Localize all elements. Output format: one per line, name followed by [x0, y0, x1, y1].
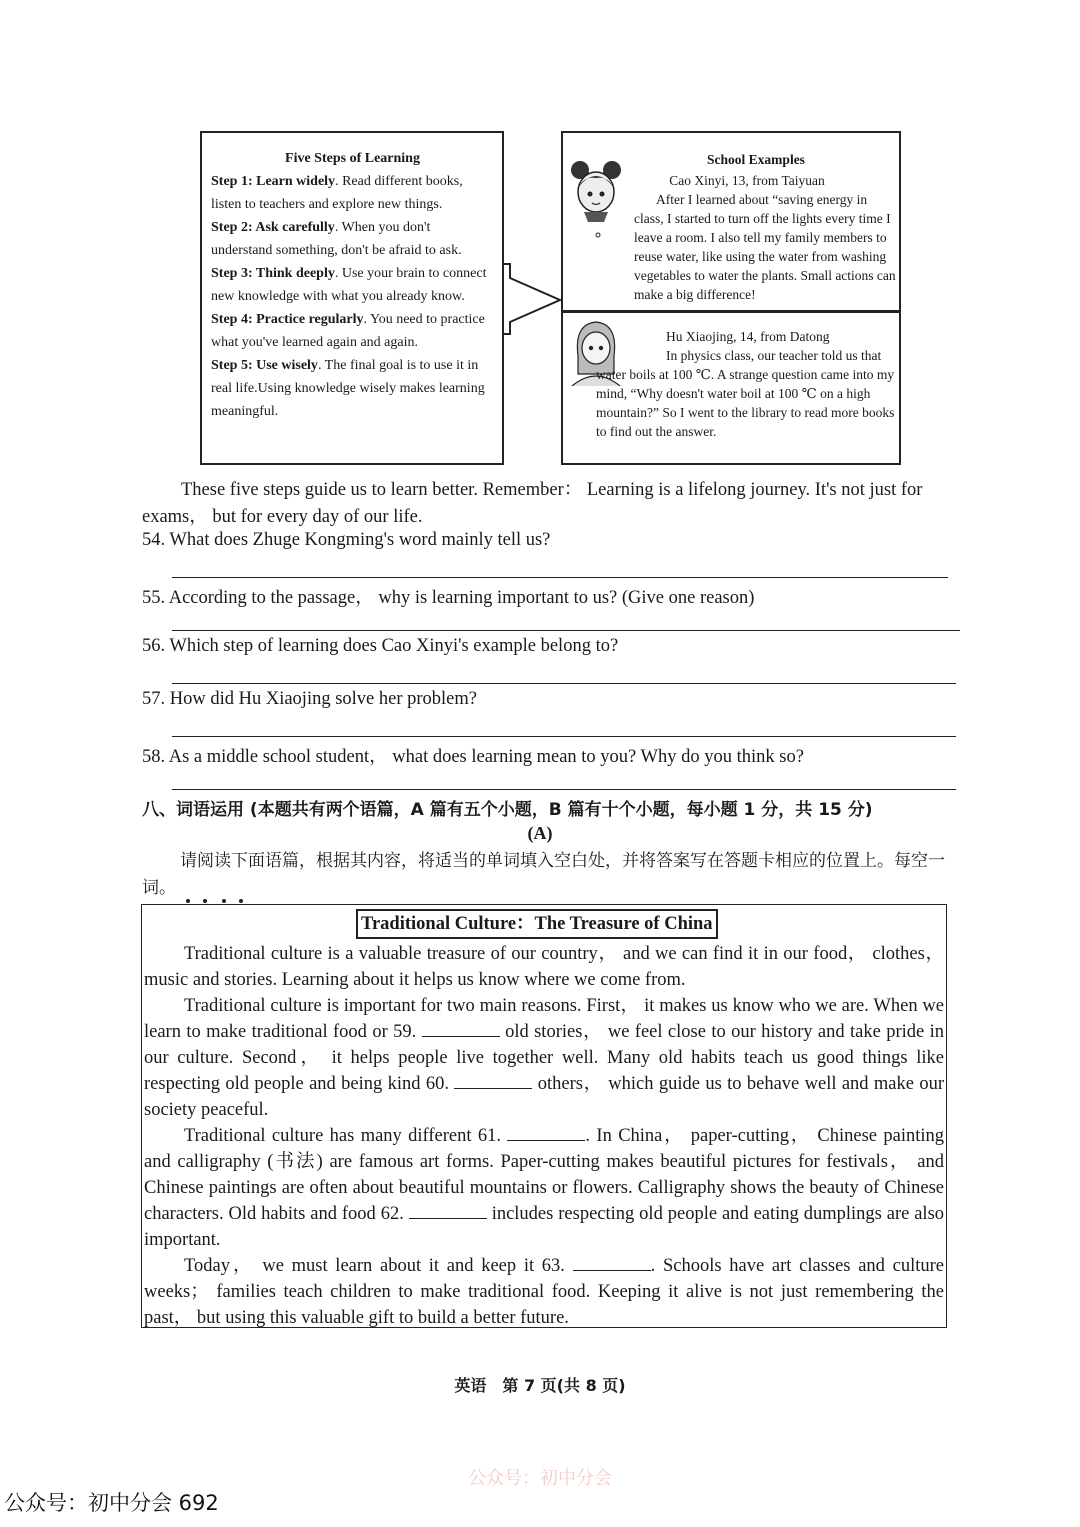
question-57: 57. How did Hu Xiaojing solve her problem? [142, 689, 477, 709]
question-58: 58. As a middle school student， what does learning mean to you? Why do you think so? [142, 747, 804, 767]
step-2: Step 2: Ask carefully. When you don't understand something, don't be afraid to ask. [211, 220, 462, 258]
steps-box [200, 131, 504, 465]
step-4: Step 4: Practice regularly. You need to practice what you've learned again and again. [211, 312, 485, 350]
passage-paragraph-4: Today， we must learn about it and keep it 63. . Schools have art classes and culture weeks； families teach children to make traditional food. Keeping it alive is not just remembering the past， but using this valuable gift to build a better future. [144, 1256, 944, 1328]
answer-line-56[interactable] [172, 683, 956, 684]
page-footer: 英语 第 7 页(共 8 页) [454, 1376, 626, 1395]
watermark-left: 公众号：初中分会 692 [4, 1491, 219, 1515]
answer-line-55[interactable] [172, 630, 960, 631]
example-hu-name: Hu Xiaojing, 14, from Datong [666, 329, 830, 344]
examples-title: School Examples [707, 152, 805, 167]
example-cao-name: Cao Xinyi, 13, from Taiyuan [669, 173, 825, 188]
steps-title: Five Steps of Learning [285, 151, 420, 166]
question-56: 56. Which step of learning does Cao Xinyi's example belong to? [142, 636, 619, 656]
passage-paragraph-1: Traditional culture is a valuable treasure of our country， and we can find it in our food， clothes， music and stories. Learning about it helps us know where we come from. [144, 944, 944, 990]
step-5: Step 5: Use wisely. The final goal is to use it in real life.Using knowledge wisely makes learning meaningful. [211, 358, 485, 419]
example-hu-text [596, 327, 898, 441]
passage-paragraph-3: Traditional culture has many different 61. . In China， paper-cutting， Chinese painting and calligraphy (书法) are famous art forms. Paper-cutting makes beautiful pictures for festivals， and Chinese paintings are often about beautiful mountains or flowers. Calligraphy shows the beauty of Chinese characters. Old habits and food 62. includes respecting old people and eating dumplings are also important. [144, 1126, 945, 1250]
watermark-center: 公众号：初中分会 [468, 1468, 612, 1489]
arrow-right-icon [504, 262, 564, 336]
example-cao-body: After I learned about “saving energy in class, I started to turn off the lights every time I leave a room. I also tell my family members to reuse water, like using the water from washing vegetables to water the plants. Small actions can make a big difference! [634, 192, 896, 302]
answer-line-54[interactable] [172, 577, 948, 578]
example-hu-body: In physics class, our teacher told us that water boils at 100 ℃. A strange question came into my mind, “Why doesn't water boil at 100 ℃ on a high mountain?” So I went to the library to read more books to find out the answer. [596, 348, 895, 439]
answer-line-58[interactable] [172, 789, 956, 790]
blank-60[interactable] [454, 1072, 532, 1089]
instructions: 请阅读下面语篇，根据其内容，将适当的单词填入空白处，并将答案写在答题卡相应的位置上。每空一词。 [142, 851, 945, 898]
blank-59[interactable] [422, 1020, 500, 1037]
answer-line-57[interactable] [172, 736, 956, 737]
passage-body [144, 941, 944, 1331]
girl-avatar-icon [568, 158, 624, 238]
question-54: 54. What does Zhuge Kongming's word mainly tell us? [142, 530, 551, 550]
step-1: Step 1: Learn widely. Read different books, listen to teachers and explore new things. [211, 174, 463, 212]
passage-title: Traditional Culture：The Treasure of China [356, 909, 718, 939]
section-heading: 八、词语运用 (本题共有两个语篇，A 篇有五个小题，B 篇有十个小题，每小题 1 分，共 15 分) [142, 800, 873, 820]
example-cao-text [634, 171, 900, 304]
blank-61[interactable] [507, 1124, 585, 1141]
blank-62[interactable] [409, 1202, 487, 1219]
closing-paragraph: These five steps guide us to learn better. Remember： Learning is a lifelong journey. It's not just for exams， but for every day of our life. [142, 480, 923, 527]
step-3: Step 3: Think deeply. Use your brain to connect new knowledge with what you already know. [211, 266, 487, 304]
passage-paragraph-2: Traditional culture is important for two main reasons. First， it makes us know who we are. When we learn to make traditional food or 59. old stories， we feel close to our history and take pride in our culture. Second， it helps people live together well. Many old habits teach us good things like respecting old people and being kind 60. others， which guide us to behave well and make our society peaceful. [144, 996, 945, 1120]
question-55: 55. According to the passage， why is learning important to us? (Give one reason) [142, 588, 755, 608]
blank-63[interactable] [573, 1254, 651, 1271]
part-label: (A) [527, 823, 553, 843]
